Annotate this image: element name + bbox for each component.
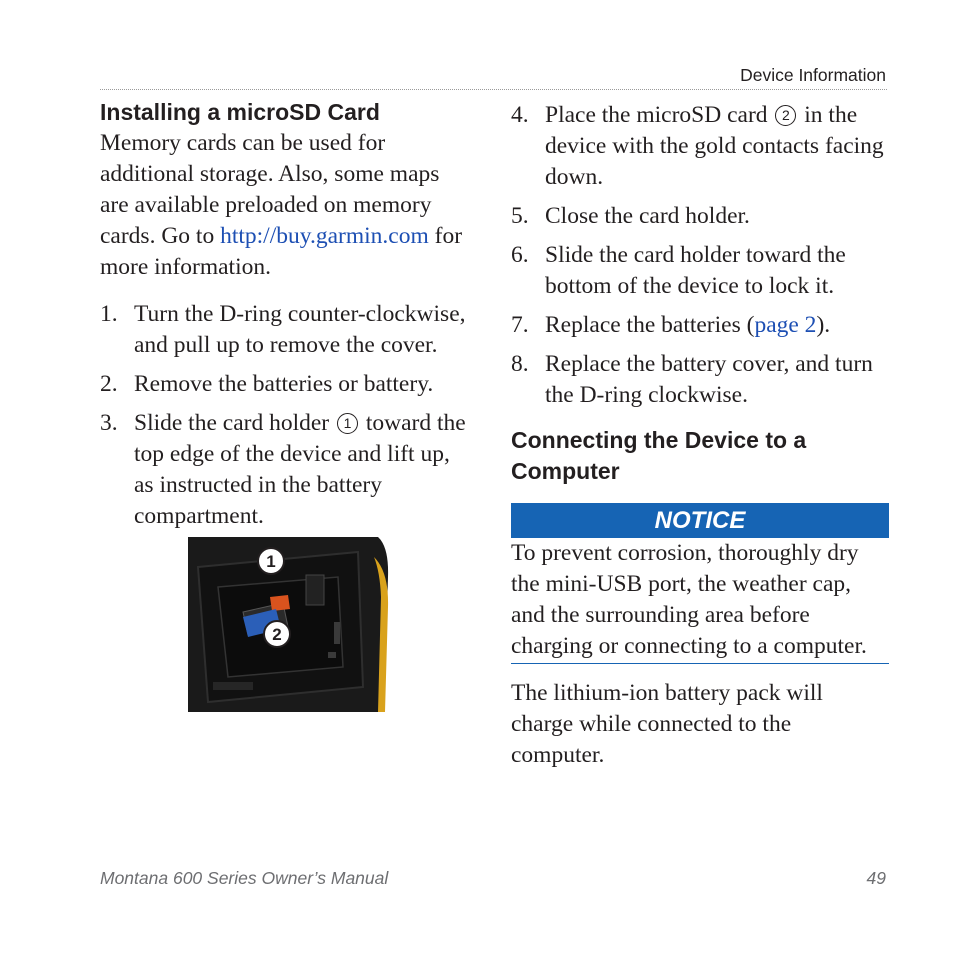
step-6: 6. Slide the card holder toward the bottom of the device to lock it. bbox=[511, 242, 846, 299]
page-number: 49 bbox=[866, 868, 886, 888]
device-battery-compartment-photo bbox=[188, 537, 389, 712]
right-column bbox=[511, 100, 889, 771]
step-7: 7. Replace the batteries (page 2). bbox=[511, 312, 831, 338]
callout-1: 1 bbox=[337, 413, 358, 434]
intro-paragraph: Memory cards can be used for additional storage. Also, some maps are available preloaded on memory cards. Go to http://buy.garmin.com for more information. bbox=[100, 130, 463, 280]
step-8: 8. Replace the battery cover, and turn the D-ring clockwise. bbox=[511, 351, 873, 408]
running-header: Device Information bbox=[740, 65, 886, 85]
steps-list-left bbox=[100, 299, 472, 532]
step-1: 1. Turn the D-ring counter-clockwise, and pull up to remove the cover. bbox=[100, 301, 466, 358]
photo-callout-1: 1 bbox=[266, 552, 276, 571]
step-2: 2. Remove the batteries or battery. bbox=[100, 371, 434, 397]
manual-title: Montana 600 Series Owner’s Manual bbox=[100, 868, 389, 888]
page-2-link[interactable]: page 2 bbox=[754, 312, 817, 338]
photo-callout-2: 2 bbox=[272, 625, 282, 644]
section-heading-microsd: Installing a microSD Card bbox=[100, 99, 380, 125]
step-3: 3. Slide the card holder 1 toward the top edge of the device and lift up, as instructed in the battery compartment. bbox=[100, 410, 466, 529]
notice-text: To prevent corrosion, thoroughly dry the mini-USB port, the weather cap, and the surrounding area before charging or connecting to a computer. bbox=[511, 538, 889, 664]
section-heading-computer: Connecting the Device to a Computer bbox=[511, 427, 807, 484]
notice-banner: NOTICE bbox=[511, 503, 889, 538]
header-divider bbox=[100, 89, 887, 90]
garmin-link[interactable]: http://buy.garmin.com bbox=[220, 223, 429, 249]
battery-charge-paragraph: The lithium-ion battery pack will charge while connected to the computer. bbox=[511, 680, 823, 768]
left-column bbox=[100, 97, 472, 540]
callout-2: 2 bbox=[775, 105, 796, 126]
step-4: 4. Place the microSD card 2 in the device with the gold contacts facing down. bbox=[511, 102, 884, 190]
step-5: 5. Close the card holder. bbox=[511, 203, 750, 229]
steps-list-right bbox=[511, 100, 889, 411]
